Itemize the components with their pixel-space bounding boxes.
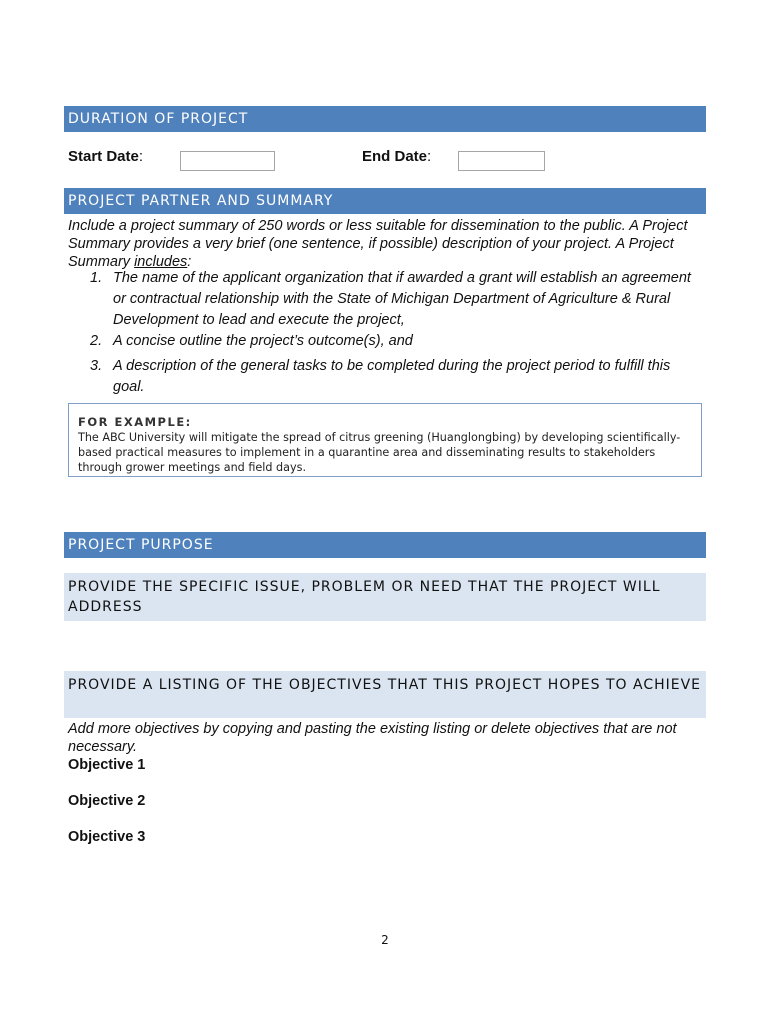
summary-header: PROJECT PARTNER AND SUMMARY [64, 188, 706, 214]
end-date-colon: : [427, 148, 432, 165]
start-date-label [68, 148, 143, 165]
page-number: 2 [381, 933, 389, 947]
summary-intro [68, 217, 704, 271]
objective-3: Objective 3 [68, 829, 146, 845]
purpose-header: PROJECT PURPOSE [64, 532, 706, 558]
end-date-label-text: End Date [362, 148, 428, 165]
objective-2: Objective 2 [68, 793, 146, 809]
end-date-field[interactable] [458, 151, 545, 171]
issue-header: PROVIDE THE SPECIFIC ISSUE, PROBLEM OR NEED THAT THE PROJECT WILL ADDRESS [64, 573, 706, 621]
list-item-number: 2. [90, 333, 103, 349]
end-date-label [362, 148, 431, 165]
objectives-header: PROVIDE A LISTING OF THE OBJECTIVES THAT THIS PROJECT HOPES TO ACHIEVE [64, 671, 706, 718]
list-item-text: The name of the applicant organization that if awarded a grant will establish an agreement or contractual relationship with the State of Michigan Department of Agriculture & Rural Development to lead and execute the project, [113, 270, 691, 328]
list-item-text: A concise outline the project’s outcome(s), and [113, 333, 413, 349]
list-item-text: A description of the general tasks to be completed during the project period to fulfill this goal. [113, 358, 671, 395]
list-item-number: 1. [90, 270, 103, 286]
example-text: The ABC University will mitigate the spread of citrus greening (Huanglongbing) by developing scientifically-based practical measures to implement in a quarantine area and disseminating results to stakeholders through grower meetings and field days. [78, 431, 681, 474]
list-item-number: 3. [90, 358, 103, 374]
list-item [78, 356, 704, 398]
start-date-field[interactable] [180, 151, 275, 171]
summary-intro-underlined: includes [134, 254, 188, 270]
summary-intro-text: Include a project summary of 250 words or less suitable for dissemination to the public. A Project Summary provides a very brief (one sentence, if possible) description of your project. A Project Summary [68, 218, 688, 270]
objectives-note: Add more objectives by copying and pasting the existing listing or delete objectives that are not necessary. [68, 721, 677, 755]
summary-list [78, 268, 704, 398]
example-title: FOR EXAMPLE: [78, 415, 192, 429]
start-date-label-text: Start Date [68, 148, 139, 165]
list-item [78, 268, 704, 331]
duration-header: DURATION OF PROJECT [64, 106, 706, 132]
summary-intro-colon: : [187, 254, 192, 270]
example-box [68, 403, 702, 477]
objective-1: Objective 1 [68, 757, 146, 773]
start-date-colon: : [138, 148, 144, 165]
list-item [78, 331, 704, 352]
